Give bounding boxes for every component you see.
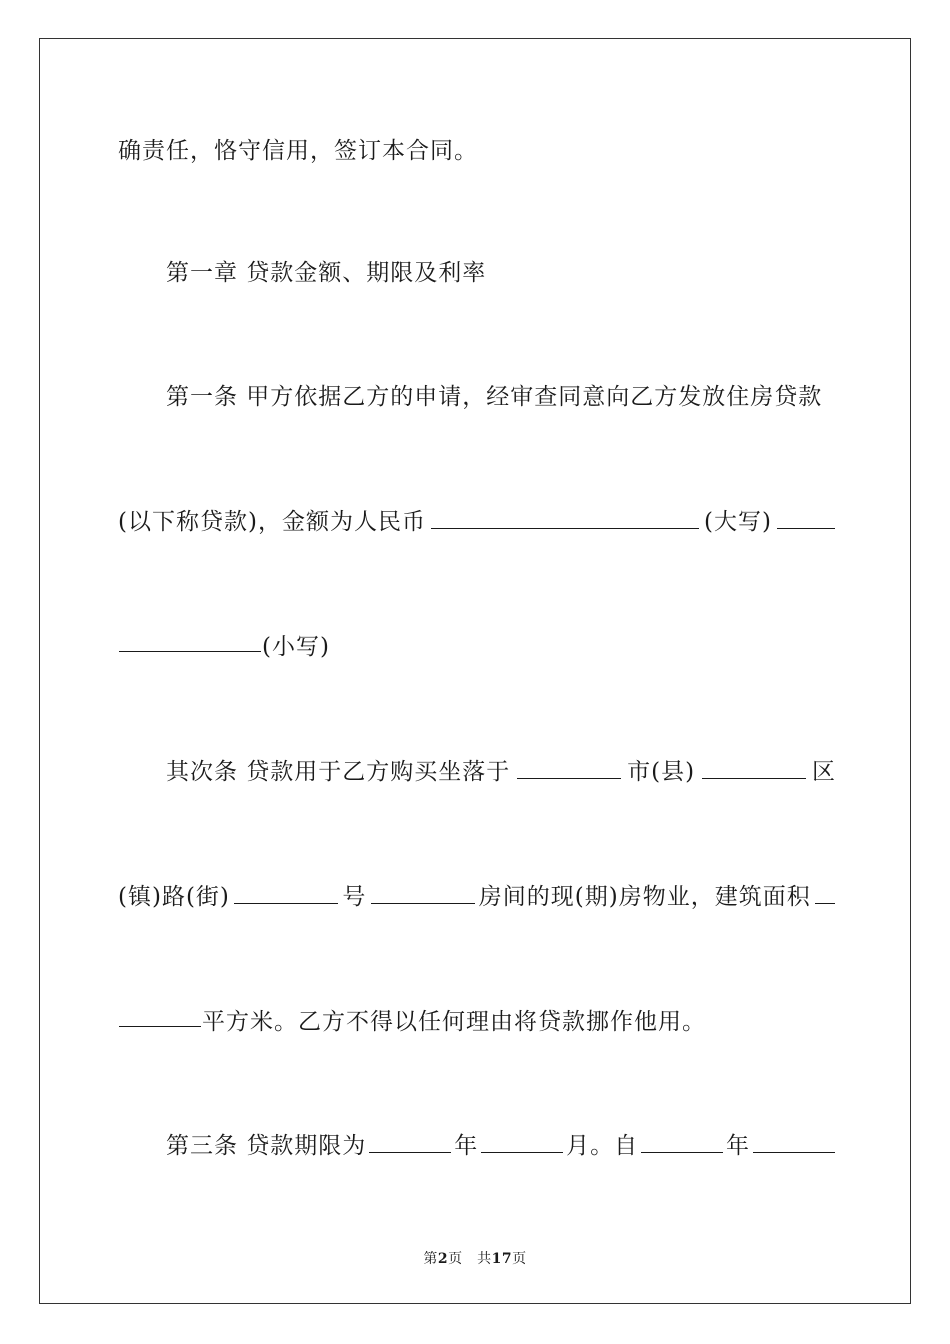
article-text: (镇)路(街)	[118, 884, 230, 910]
district-blank[interactable]	[702, 777, 806, 779]
article-1-amount-line	[118, 507, 836, 537]
article-text: (大写)	[704, 509, 772, 535]
room-blank[interactable]	[371, 902, 475, 904]
article-text: (小写)	[262, 634, 330, 660]
area-blank-cont[interactable]	[119, 1025, 201, 1027]
article-2-line	[118, 757, 836, 787]
current-page-number: 2	[437, 1251, 449, 1267]
article-text: 第三条 贷款期限为	[166, 1133, 367, 1159]
amount-uppercase-blank[interactable]	[431, 527, 699, 529]
term-years-blank[interactable]	[369, 1151, 451, 1153]
footer-label: 第	[423, 1251, 438, 1267]
article-text: 月。自	[566, 1133, 639, 1159]
amount-lowercase-blank[interactable]	[777, 527, 835, 529]
contract-text: 确责任，恪守信用，签订本合同。	[118, 138, 478, 164]
article-text: 号	[342, 884, 367, 910]
start-year-blank[interactable]	[641, 1151, 723, 1153]
article-text: (以下称贷款)，金额为人民币	[118, 509, 426, 535]
total-pages-number: 17	[491, 1251, 513, 1267]
chapter-title: 第一章 贷款金额、期限及利率	[166, 260, 487, 286]
footer-label: 页 共	[448, 1251, 492, 1267]
page-footer	[0, 1248, 950, 1268]
page-border	[39, 38, 911, 1304]
article-1-amount-line-2	[118, 632, 836, 662]
article-text: 房间的现(期)房物业，建筑面积	[478, 884, 811, 910]
article-text: 年	[454, 1133, 479, 1159]
text-line	[118, 136, 836, 166]
article-text: 市(县)	[627, 759, 696, 785]
article-text: 年	[726, 1133, 751, 1159]
article-2-address-line	[118, 882, 836, 912]
term-months-blank[interactable]	[481, 1151, 563, 1153]
footer-label: 页	[512, 1251, 527, 1267]
article-2-area-line	[118, 1007, 836, 1037]
chapter-heading	[118, 258, 836, 288]
amount-lowercase-blank-cont[interactable]	[119, 650, 261, 652]
start-month-blank[interactable]	[753, 1151, 835, 1153]
article-text: 区	[811, 759, 836, 785]
article-3-line	[118, 1131, 836, 1161]
area-blank[interactable]	[815, 902, 835, 904]
city-blank[interactable]	[517, 777, 621, 779]
article-text: 其次条 贷款用于乙方购买坐落于	[166, 759, 511, 785]
road-number-blank[interactable]	[234, 902, 338, 904]
article-1-line	[118, 382, 836, 412]
article-text: 平方米。乙方不得以任何理由将贷款挪作他用。	[202, 1009, 706, 1035]
article-text: 第一条 甲方依据乙方的申请，经审查同意向乙方发放住房贷款	[166, 384, 823, 410]
